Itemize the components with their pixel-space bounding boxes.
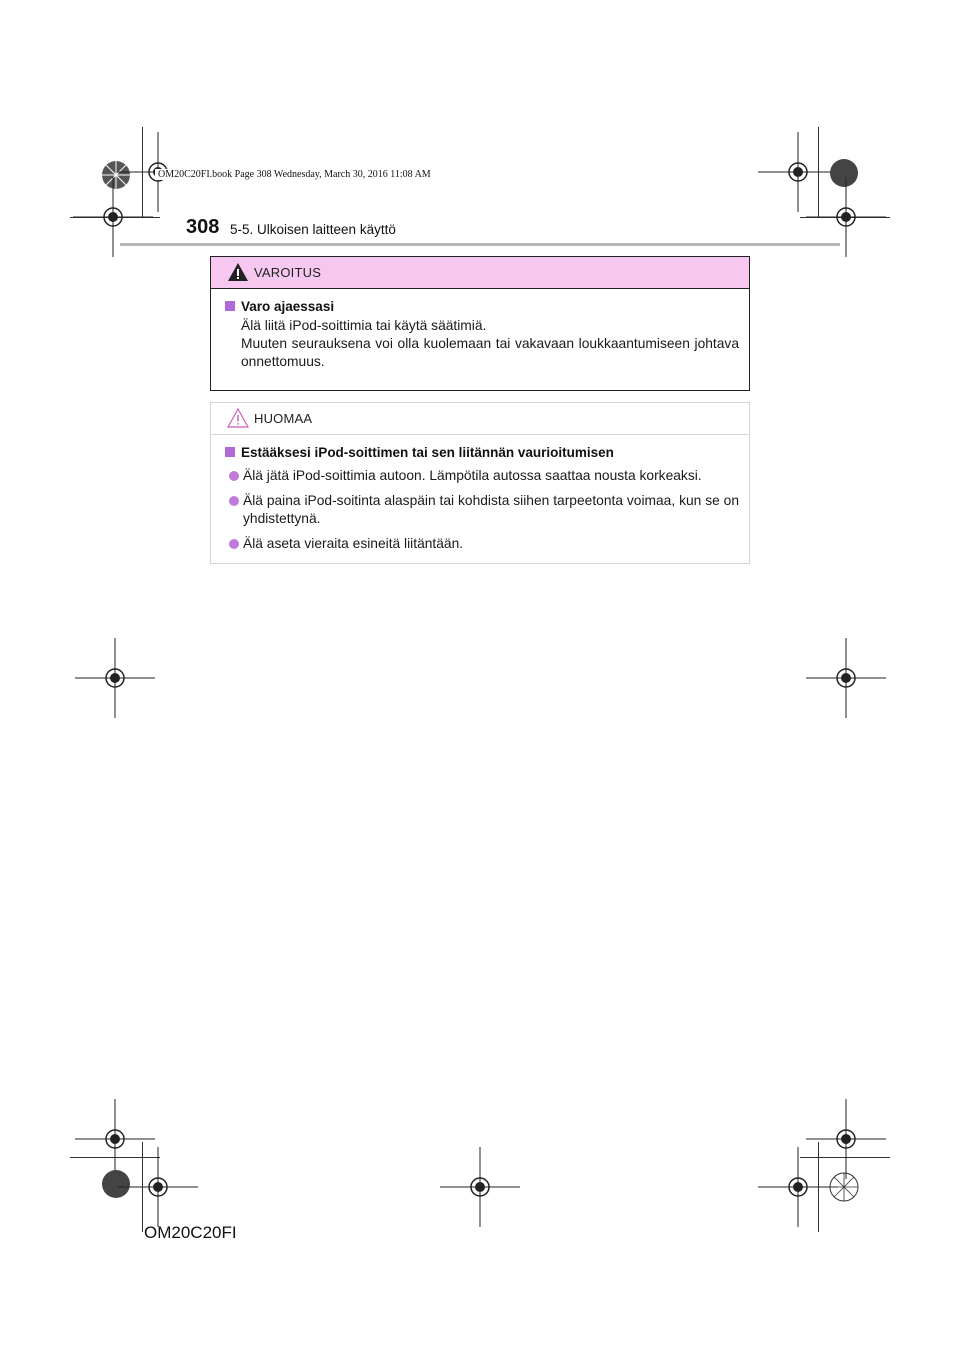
notice-bullet — [225, 492, 739, 528]
notice-box — [210, 402, 750, 564]
notice-bullet-text: Älä jätä iPod-soittimia autoon. Lämpötila autossa saattaa nousta korkeaksi. — [243, 468, 702, 483]
footer-manual-code: OM20C20FI — [144, 1223, 237, 1242]
warning-header — [211, 257, 749, 289]
notice-bullet-text: Älä paina iPod-soitinta alaspäin tai kohdista siihen tarpeetonta voimaa, kun se on yhdistettynä. — [243, 493, 739, 526]
registration-mark-icon — [118, 1147, 198, 1227]
notice-label: HUOMAA — [254, 411, 313, 426]
warning-label: VAROITUS — [254, 265, 322, 280]
notice-bullet — [225, 535, 739, 553]
registration-mark-icon — [806, 638, 886, 718]
notice-bullet — [225, 467, 739, 485]
warning-triangle-icon — [227, 262, 249, 282]
notice-heading: Estääksesi iPod-soittimen tai sen liitännän vaurioitumisen — [241, 445, 614, 460]
page-number: 308 — [186, 216, 220, 238]
print-info-line: OM20C20FI.book Page 308 Wednesday, March 30, 2016 11:08 AM — [155, 169, 434, 180]
caution-triangle-icon — [227, 408, 249, 428]
square-bullet-icon — [225, 301, 235, 311]
section-title: 5-5. Ulkoisen laitteen käyttö — [230, 222, 396, 237]
warning-text-line: Älä liitä iPod-soittimia tai käytä säätimiä. — [241, 318, 487, 333]
notice-bullet-text: Älä aseta vieraita esineitä liitäntään. — [243, 536, 464, 551]
registration-mark-icon — [440, 1147, 520, 1227]
notice-heading-row — [225, 445, 739, 460]
round-bullet-icon — [229, 471, 239, 481]
header-rule — [120, 243, 840, 246]
warning-heading-row — [225, 299, 739, 314]
warning-box — [210, 256, 750, 391]
registration-mark-icon — [804, 1147, 884, 1227]
notice-header — [211, 403, 749, 435]
square-bullet-icon — [225, 447, 235, 457]
registration-mark-icon — [75, 638, 155, 718]
warning-text-line: Muuten seurauksena voi olla kuolemaan tai vakavaan loukkaantumiseen johtava onnettomuus. — [241, 336, 739, 369]
round-bullet-icon — [229, 496, 239, 506]
warning-heading: Varo ajaessasi — [241, 299, 335, 314]
round-bullet-icon — [229, 539, 239, 549]
